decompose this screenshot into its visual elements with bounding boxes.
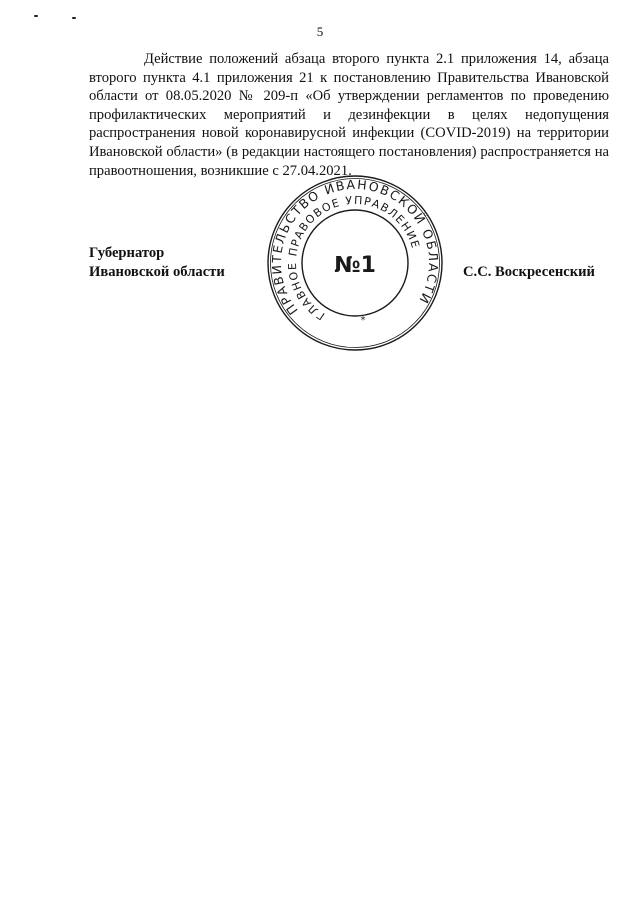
seal-inner-text: ГЛАВНОЕ ПРАВОВОЕ УПРАВЛЕНИЕ [285,193,423,323]
signatory-position [89,244,225,281]
seal-number: №1 [334,253,376,278]
signatory-position-line2: Ивановской области [89,263,225,280]
seal-outer-text: ПРАВИТЕЛЬСТВО ИВАНОВСКОЙ ОБЛАСТИ [268,176,442,318]
body-paragraph: Действие положений абзаца второго пункта 2.1 приложения 14, абзаца второго пункта 4.1 приложения 21 к постановлению Правительства Ивановской области от 08.05.2020 № 209-п «Об утверждении регламентов по проведению профилактических мероприятий и дезинфекции в целях недопущения распространения новой коронавирусной инфекции (COVID-2019) на территории Ивановской области» (в редакции настоящего постановления) распространяется на правоотношения, возникшие с 27.04.2021. [89,51,609,179]
scan-mark [72,17,76,19]
signer-name: С.С. Воскресенский [463,264,595,280]
page-number: 5 [316,24,324,39]
scan-mark [34,15,38,17]
signatory-position-line1: Губернатор [89,245,165,261]
seal-star: * [360,315,366,326]
official-seal [265,173,445,353]
seal-graphic [265,173,445,353]
